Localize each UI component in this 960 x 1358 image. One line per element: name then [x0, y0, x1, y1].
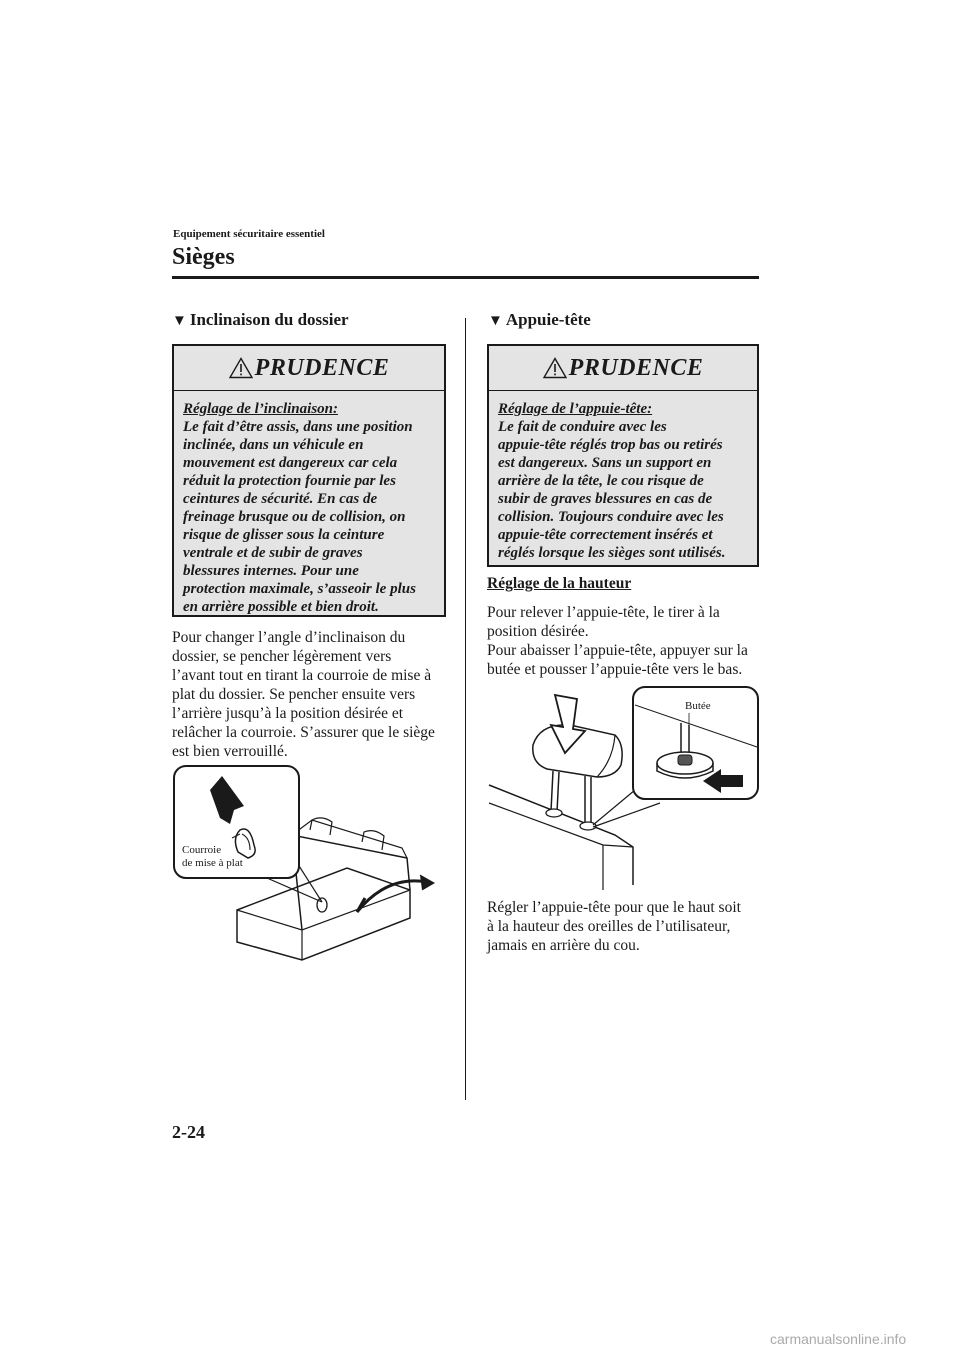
body-line: butée et pousser l’appuie-tête vers le bas.	[487, 661, 743, 678]
heading-recline	[172, 310, 349, 330]
caution-body	[489, 391, 757, 570]
body-line: Pour changer l’angle d’inclinaison du	[172, 629, 406, 646]
caution-line: ventrale et de subir de graves	[183, 545, 363, 561]
caution-header	[489, 346, 757, 391]
caution-line: blessures internes. Pour une	[183, 563, 359, 579]
caution-subtitle: Réglage de l’inclinaison:	[183, 401, 338, 417]
recline-instructions	[172, 628, 462, 761]
caution-line: freinage brusque ou de collision, on	[183, 509, 406, 525]
caution-line: réduit la protection fournie par les	[183, 473, 396, 489]
body-line: position désirée.	[487, 623, 589, 640]
header-rule	[172, 276, 759, 279]
body-line: à la hauteur des oreilles de l’utilisateur,	[487, 918, 731, 935]
warning-triangle-icon	[229, 357, 253, 379]
page-number: 2-24	[172, 1122, 205, 1142]
body-line: relâcher la courroie. S’assurer que le siège	[172, 724, 435, 741]
caution-line: appuie-tête réglés trop bas ou retirés	[498, 437, 723, 453]
headrest-illustration	[485, 685, 765, 890]
heading-recline-text: Inclinaison du dossier	[189, 310, 349, 329]
heading-headrest-text: Appuie-tête	[505, 310, 591, 329]
caution-line: inclinée, dans un véhicule en	[183, 437, 364, 453]
caution-title: PRUDENCE	[568, 354, 704, 381]
caution-body	[174, 391, 444, 624]
caution-line: ceintures de sécurité. En cas de	[183, 491, 378, 507]
caution-line: en arrière possible et bien droit.	[183, 599, 379, 615]
caution-line: mouvement est dangereux car cela	[183, 455, 398, 471]
headrest-instructions	[487, 603, 767, 679]
section-label: Equipement sécuritaire essentiel	[173, 228, 325, 240]
body-line: Régler l’appuie-tête pour que le haut soit	[487, 899, 741, 916]
triangle-down-icon: ▼	[488, 313, 503, 329]
caution-line: risque de glisser sous la ceinture	[183, 527, 385, 543]
subheading-height: Réglage de la hauteur	[487, 575, 632, 592]
body-line: Pour relever l’appuie-tête, le tirer à la	[487, 604, 720, 621]
caution-box-recline	[172, 344, 446, 617]
body-line: est bien verrouillé.	[172, 743, 288, 760]
caution-box-headrest	[487, 344, 759, 567]
figure-label-stopper: Butée	[685, 700, 711, 712]
caution-line: Le fait de conduire avec les	[498, 419, 667, 435]
caution-title: PRUDENCE	[254, 354, 390, 381]
figure-label-strap: Courroie	[182, 844, 222, 856]
caution-line: protection maximale, s’asseoir le plus	[183, 581, 416, 597]
body-line: plat du dossier. Se pencher ensuite vers	[172, 686, 416, 703]
body-line: jamais en arrière du cou.	[487, 937, 640, 954]
caution-line: arrière de la tête, le cou risque de	[498, 473, 704, 489]
caution-header	[174, 346, 444, 391]
heading-headrest	[488, 310, 591, 330]
triangle-down-icon: ▼	[172, 313, 187, 329]
page-title: Sièges	[172, 244, 235, 270]
caution-line: collision. Toujours conduire avec les	[498, 509, 724, 525]
body-line: l’avant tout en tirant la courroie de mise à	[172, 667, 432, 684]
caution-line: subir de graves blessures en cas de	[498, 491, 713, 507]
figure-label-strap-2: de mise à plat	[182, 857, 243, 869]
caution-subtitle: Réglage de l’appuie-tête:	[498, 401, 653, 417]
body-line: dossier, se pencher légèrement vers	[172, 648, 392, 665]
caution-line: réglés lorsque les sièges sont utilisés.	[498, 545, 726, 561]
column-divider	[465, 318, 466, 1100]
headrest-adjust-note	[487, 898, 767, 955]
caution-line: est dangereux. Sans un support en	[498, 455, 712, 471]
body-line: Pour abaisser l’appuie-tête, appuyer sur la	[487, 642, 748, 659]
watermark: carmanualsonline.info	[770, 1331, 907, 1347]
body-line: l’arrière jusqu’à la position désirée et	[172, 705, 404, 722]
seat-recline-illustration	[172, 760, 452, 970]
caution-line: Le fait d’être assis, dans une position	[183, 419, 413, 435]
warning-triangle-icon	[543, 357, 567, 379]
caution-line: appuie-tête correctement insérés et	[498, 527, 713, 543]
